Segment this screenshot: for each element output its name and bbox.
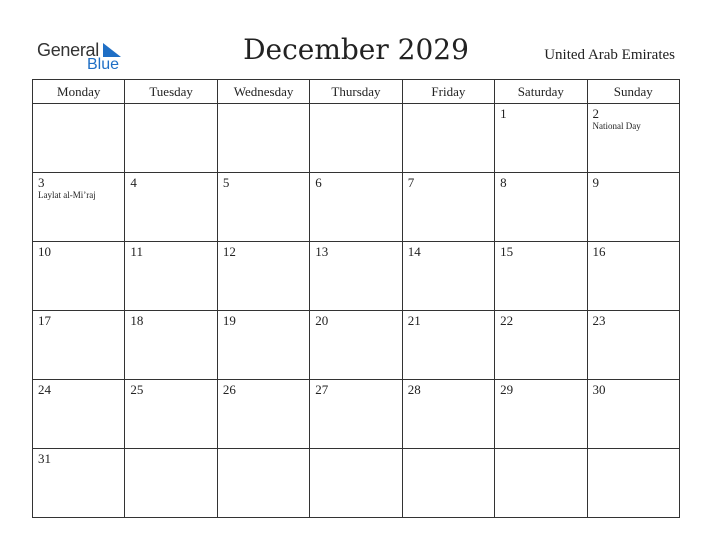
calendar-week-row [33,311,680,380]
calendar-day-cell [217,173,309,242]
logo-word-general: General [37,40,99,60]
day-number: 16 [592,244,606,259]
calendar-day-cell [402,173,494,242]
holiday-label: Laylat al-Mi’raj [38,190,96,200]
day-number: 15 [500,244,514,259]
calendar-day-cell [217,242,309,311]
calendar-day-cell [217,104,309,173]
day-number: 7 [407,175,415,190]
calendar-day-cell [402,104,494,173]
calendar-day-cell [402,380,494,449]
calendar-day-cell [587,173,679,242]
day-number: 26 [222,382,236,397]
calendar-day-cell [495,311,587,380]
calendar-day-cell [217,380,309,449]
calendar-day-cell [33,311,125,380]
calendar-day-cell [310,173,402,242]
weekday-header: Tuesday [125,80,217,104]
country-label: United Arab Emirates [544,47,675,63]
weekday-header: Wednesday [217,80,309,104]
day-number: 21 [407,313,421,328]
calendar-day-cell [217,311,309,380]
day-number: 17 [38,313,51,328]
calendar-week-row [33,173,680,242]
calendar-day-cell [587,380,679,449]
calendar-day-cell [217,449,309,518]
day-number: 25 [130,382,144,397]
calendar-day-cell [33,242,125,311]
calendar-day-cell [495,173,587,242]
calendar-day-cell [310,242,402,311]
day-number: 12 [222,244,236,259]
calendar-day-cell [310,311,402,380]
day-number: 23 [592,313,606,328]
calendar-day-cell [495,380,587,449]
calendar-day-cell [33,173,125,242]
logo-word-blue: Blue [87,56,120,73]
day-number: 29 [500,382,514,397]
holiday-label: National Day [592,121,641,131]
day-number: 27 [315,382,329,397]
calendar-day-cell [495,242,587,311]
calendar-day-cell [495,449,587,518]
day-number: 28 [407,382,421,397]
weekday-header-row [33,80,680,104]
day-number: 4 [130,175,137,190]
page-title: December 2029 [243,33,469,66]
calendar-day-cell [587,104,679,173]
weekday-header: Friday [402,80,494,104]
calendar-day-cell [402,449,494,518]
day-number: 24 [38,382,51,397]
calendar-week-row [33,449,680,518]
calendar-week-row [33,380,680,449]
day-number: 20 [315,313,329,328]
weekday-header: Thursday [310,80,402,104]
day-number: 10 [38,244,51,259]
day-number: 22 [500,313,514,328]
calendar-day-cell [310,380,402,449]
calendar-week-row [33,104,680,173]
calendar-day-cell [310,449,402,518]
day-number: 18 [130,313,144,328]
calendar-day-cell [125,173,217,242]
weekday-header: Saturday [495,80,587,104]
calendar-day-cell [587,311,679,380]
calendar-day-cell [33,104,125,173]
weekday-header: Monday [33,80,125,104]
calendar-day-cell [125,380,217,449]
calendar-day-cell [125,104,217,173]
day-number: 3 [38,175,45,190]
day-number: 6 [315,175,322,190]
calendar-day-cell [33,380,125,449]
day-number: 1 [500,106,507,121]
calendar-day-cell [402,311,494,380]
calendar-day-cell [402,242,494,311]
calendar-day-cell [587,242,679,311]
weekday-header: Sunday [587,80,679,104]
day-number: 5 [222,175,230,190]
day-number: 19 [222,313,236,328]
day-number: 14 [407,244,421,259]
day-number: 8 [500,175,507,190]
day-number: 9 [592,175,600,190]
calendar-day-cell [125,311,217,380]
calendar-grid [32,79,680,518]
day-number: 13 [315,244,329,259]
calendar-day-cell [125,449,217,518]
day-number: 30 [592,382,606,397]
calendar-day-cell [310,104,402,173]
calendar-week-row [33,242,680,311]
calendar-day-cell [33,449,125,518]
day-number: 2 [592,106,600,121]
day-number: 31 [38,451,51,466]
calendar-day-cell [587,449,679,518]
day-number: 11 [130,244,143,259]
calendar-day-cell [495,104,587,173]
calendar-day-cell [125,242,217,311]
